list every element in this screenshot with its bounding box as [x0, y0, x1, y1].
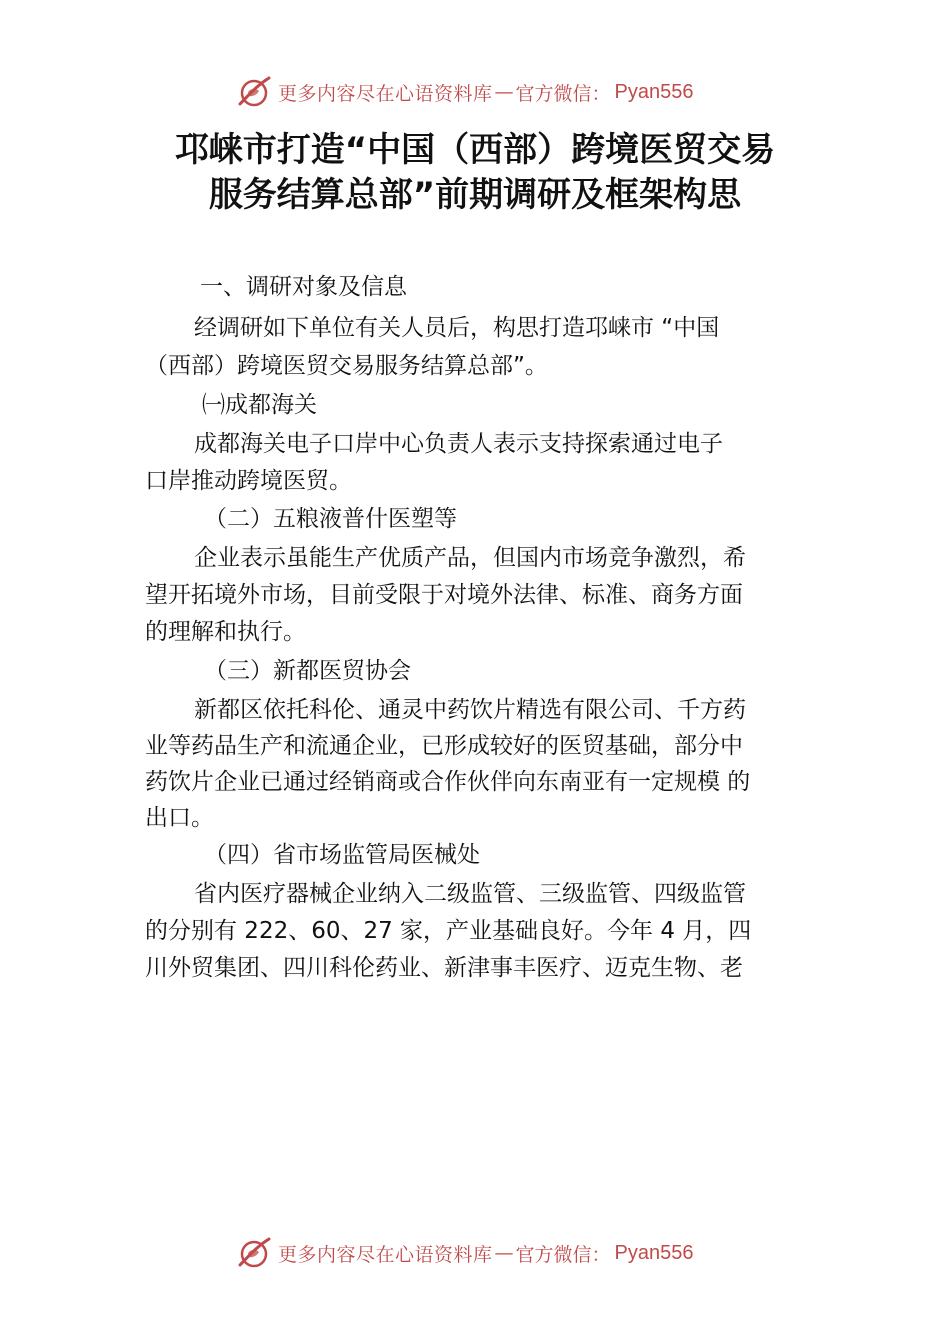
header-watermark — [236, 72, 694, 112]
watermark-separator: — — [494, 81, 514, 103]
subsection-1-line-2: 口岸推动跨境医贸。 — [145, 468, 352, 494]
subsection-2-line-2: 望开拓境外市场，目前受限于对境外法律、标准、商务方面 — [145, 582, 743, 608]
subsection-3-line-3: 药饮片企业已通过经销商或合作伙伴向东南亚有一定规模 的 — [145, 769, 751, 795]
subsection-1-line-1: 成都海关电子口岸中心负责人表示支持探索通过电子 — [194, 431, 723, 457]
subsection-4-line-2: 的分别有 222、60、27 家，产业基础良好。今年 4 月，四 — [145, 918, 752, 944]
brush-logo-icon — [236, 1235, 272, 1271]
watermark-wechat-id: Pyan556 — [614, 1241, 694, 1264]
watermark-wechat-label: 官方微信： — [515, 1243, 611, 1266]
section-heading-1: 一、调研对象及信息 — [200, 274, 407, 300]
document-title-line-1: 邛崃市打造“中国（西部）跨境医贸交易 — [174, 130, 776, 170]
subsection-4-line-1: 省内医疗器械企业纳入二级监管、三级监管、四级监管 — [194, 881, 746, 907]
watermark-text: 更多内容尽在心语资料库 — [278, 1243, 493, 1266]
intro-paragraph-line-2: （西部）跨境医贸交易服务结算总部”。 — [145, 353, 548, 379]
subsection-2-line-1: 企业表示虽能生产优质产品，但国内市场竞争激烈，希 — [194, 545, 746, 571]
watermark-separator: — — [494, 1242, 514, 1264]
subsection-2-line-3: 的理解和执行。 — [145, 619, 306, 645]
subsection-3-line-2: 业等药品生产和流通企业，已形成较好的医贸基础，部分中 — [145, 733, 743, 759]
watermark-wechat-label: 官方微信： — [515, 82, 611, 105]
subsection-3-line-4: 出口。 — [145, 805, 214, 831]
document-title-line-2: 服务结算总部”前期调研及框架构思 — [208, 175, 742, 215]
subsection-heading-3: （三）新都医贸协会 — [204, 658, 411, 684]
subsection-3-line-1: 新都区依托科伦、通灵中药饮片精选有限公司、千方药 — [194, 697, 746, 723]
watermark-text: 更多内容尽在心语资料库 — [278, 82, 493, 105]
watermark-wechat-id: Pyan556 — [614, 80, 694, 103]
subsection-heading-4: （四）省市场监管局医械处 — [204, 842, 480, 868]
subsection-4-line-3: 川外贸集团、四川科伦药业、新津事丰医疗、迈克生物、老 — [145, 955, 743, 981]
subsection-heading-1: ㈠成都海关 — [202, 392, 317, 418]
brush-logo-icon — [236, 74, 272, 110]
footer-watermark — [236, 1233, 694, 1273]
intro-paragraph-line-1: 经调研如下单位有关人员后，构思打造邛崃市 “中国 — [194, 315, 720, 341]
subsection-heading-2: （二）五粮液普什医塑等 — [204, 506, 457, 532]
